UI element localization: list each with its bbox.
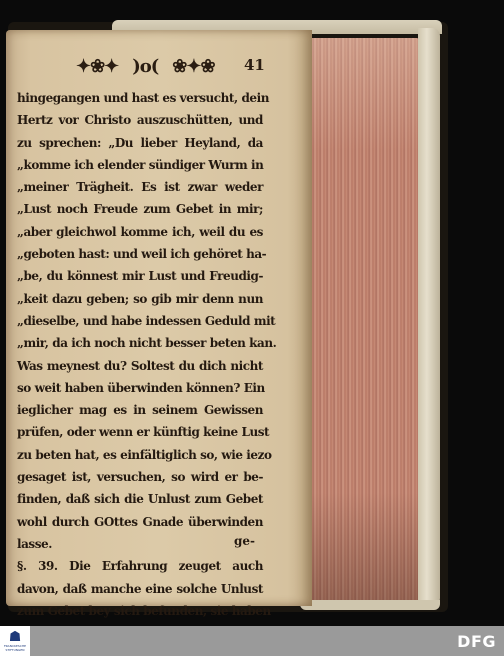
text-line: wohl durch GOttes Gnade überwinden [17,514,263,529]
text-line: „geboten hast: und weil ich gehöret ha- [17,247,267,262]
text-line: „dieselbe, und habe indessen Geduld mit [17,313,276,328]
library-logo[interactable] [0,626,30,656]
ornament-right: ❀✦❀ [172,55,215,77]
text-line: lasse. [17,536,52,551]
book-cover-right [418,28,440,606]
text-line: „aber gleichwol komme ich, weil du es [17,224,263,239]
catchword: ge- [234,534,256,548]
book-cover-bottom [300,600,440,610]
page-number: 41 [244,56,265,74]
text-line: gesaget ist, versuchen, so wird er be- [17,470,263,485]
text-line: zu beten hat, es einfältiglich so, wie iezo [17,447,272,462]
text-line: finden, daß sich die Unlust zum Gebet [17,492,263,507]
text-line: „keit dazu geben; so gib mir denn nun [17,291,263,306]
page-edges [310,38,422,606]
text-line: hingegangen und hast es versucht, dein [17,91,269,105]
text-line: prüfen, oder wenn er künftig keine Lust [17,425,270,440]
text-line: Hertz vor Christo auszuschütten, und [17,113,263,128]
text-line: so weit haben überwinden können? Ein [17,380,265,395]
library-logo-text: FRANCKESCHE STIFTUNGEN [3,644,27,652]
library-logo-icon: ☗ [8,629,22,645]
text-line: §. 39. Die Erfahrung zeuget auch [17,559,263,574]
text-line: zum Gebet bey sich befunden, sie haben [17,603,271,618]
text-line: „mir, da ich noch nicht besser beten kan. [17,336,277,351]
text-line: davon, daß manche eine solche Unlust [17,581,263,596]
page-text [17,87,277,644]
text-line: Was meynest du? Soltest du dich nicht [17,358,263,373]
ornament-left: ✦❀✦ [76,55,119,77]
viewer-footer [0,626,504,656]
text-line: „be, du könnest mir Lust und Freudig- [17,269,263,284]
text-line: ieglicher mag es in seinem Gewissen [17,403,263,418]
text-line: „Lust noch Freude zum Gebet in mir; [17,202,263,217]
text-line: „komme ich elender sündiger Wurm in [17,157,264,172]
dfg-logo[interactable]: DFG [457,631,496,651]
ornament-mid: )o( [132,55,159,77]
running-head-ornament [76,55,215,77]
text-line: „meiner Trägheit. Es ist zwar weder [17,180,263,195]
text-line: zu sprechen: „Du lieber Heyland, da [17,135,263,150]
